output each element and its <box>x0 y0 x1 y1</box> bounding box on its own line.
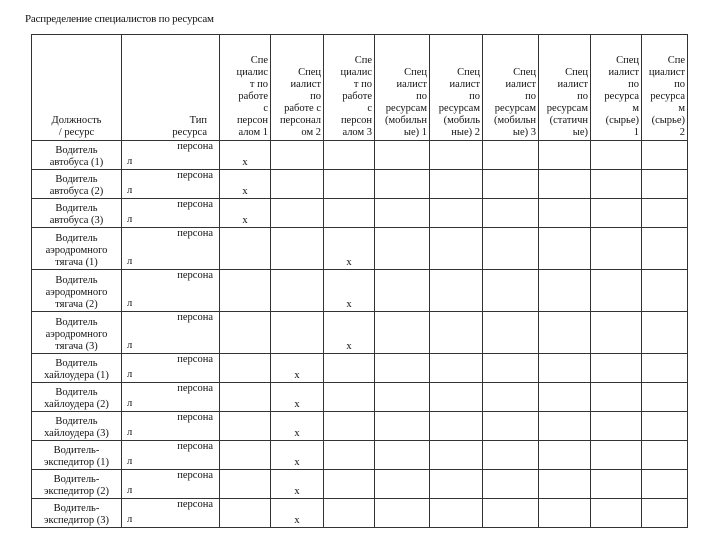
empty-cell <box>220 383 271 412</box>
empty-cell <box>375 354 430 383</box>
assignment-mark: x <box>271 354 324 383</box>
resource-type-word: персона <box>177 170 213 181</box>
empty-cell <box>483 441 539 470</box>
empty-cell <box>324 354 375 383</box>
row-position: Водитель автобуса (3) <box>32 199 122 228</box>
row-resource-type <box>122 499 220 528</box>
table-row <box>32 470 688 499</box>
row-resource-type <box>122 270 220 312</box>
table-row <box>32 270 688 312</box>
row-position: Водитель хайлоудера (3) <box>32 412 122 441</box>
empty-cell <box>483 199 539 228</box>
empty-cell <box>271 141 324 170</box>
empty-cell <box>324 141 375 170</box>
empty-cell <box>591 354 642 383</box>
assignment-mark: x <box>324 270 375 312</box>
assignment-mark: x <box>324 228 375 270</box>
empty-cell <box>591 412 642 441</box>
table-row <box>32 441 688 470</box>
row-position: Водитель автобуса (1) <box>32 141 122 170</box>
empty-cell <box>642 312 688 354</box>
empty-cell <box>324 383 375 412</box>
table-row <box>32 312 688 354</box>
resource-type-word: персона <box>177 499 213 510</box>
empty-cell <box>324 441 375 470</box>
empty-cell <box>539 270 591 312</box>
header-row <box>32 35 688 141</box>
resource-type-suffix: л <box>127 369 133 380</box>
row-resource-type <box>122 170 220 199</box>
empty-cell <box>375 412 430 441</box>
empty-cell <box>220 412 271 441</box>
resource-type-word: персона <box>177 441 213 452</box>
empty-cell <box>375 441 430 470</box>
empty-cell <box>271 270 324 312</box>
resource-type-word: персона <box>177 383 213 394</box>
table-row <box>32 228 688 270</box>
resource-type-suffix: л <box>127 398 133 409</box>
row-position: Водитель аэродромного тягача (1) <box>32 228 122 270</box>
empty-cell <box>539 470 591 499</box>
resource-type-suffix: л <box>127 156 133 167</box>
empty-cell <box>642 228 688 270</box>
resource-type-word: персона <box>177 270 213 281</box>
row-resource-type <box>122 383 220 412</box>
empty-cell <box>539 354 591 383</box>
empty-cell <box>483 228 539 270</box>
empty-cell <box>375 470 430 499</box>
empty-cell <box>430 441 483 470</box>
empty-cell <box>430 499 483 528</box>
empty-cell <box>430 383 483 412</box>
resource-type-word: персона <box>177 228 213 239</box>
assignment-mark: x <box>271 383 324 412</box>
empty-cell <box>324 199 375 228</box>
empty-cell <box>642 412 688 441</box>
row-position: Водитель аэродромного тягача (3) <box>32 312 122 354</box>
empty-cell <box>642 499 688 528</box>
resource-type-word: персона <box>177 141 213 152</box>
assignment-mark: x <box>271 470 324 499</box>
empty-cell <box>483 499 539 528</box>
resource-type-suffix: л <box>127 185 133 196</box>
table-row <box>32 199 688 228</box>
empty-cell <box>483 312 539 354</box>
row-resource-type <box>122 470 220 499</box>
row-position: Водитель хайлоудера (2) <box>32 383 122 412</box>
empty-cell <box>591 228 642 270</box>
empty-cell <box>591 499 642 528</box>
empty-cell <box>539 199 591 228</box>
empty-cell <box>220 270 271 312</box>
table-row <box>32 141 688 170</box>
empty-cell <box>483 412 539 441</box>
empty-cell <box>539 441 591 470</box>
empty-cell <box>483 141 539 170</box>
empty-cell <box>375 499 430 528</box>
empty-cell <box>642 354 688 383</box>
table-row <box>32 170 688 199</box>
row-position: Водитель- экспедитор (2) <box>32 470 122 499</box>
empty-cell <box>539 383 591 412</box>
header-specialist-mobile-3: Спец иалист по ресурсам (мобильн ые) 3 <box>483 35 539 141</box>
row-resource-type <box>122 228 220 270</box>
empty-cell <box>271 170 324 199</box>
empty-cell <box>375 199 430 228</box>
empty-cell <box>375 170 430 199</box>
empty-cell <box>430 354 483 383</box>
empty-cell <box>591 270 642 312</box>
empty-cell <box>220 441 271 470</box>
empty-cell <box>430 141 483 170</box>
resource-type-suffix: л <box>127 456 133 467</box>
empty-cell <box>539 412 591 441</box>
empty-cell <box>375 228 430 270</box>
row-resource-type <box>122 412 220 441</box>
empty-cell <box>271 228 324 270</box>
empty-cell <box>591 170 642 199</box>
row-resource-type <box>122 199 220 228</box>
row-resource-type <box>122 312 220 354</box>
row-resource-type <box>122 354 220 383</box>
row-resource-type <box>122 441 220 470</box>
empty-cell <box>220 354 271 383</box>
empty-cell <box>375 383 430 412</box>
header-specialist-hr-3: Спе циалис т по работе с персон алом 3 <box>324 35 375 141</box>
empty-cell <box>375 141 430 170</box>
assignment-mark: x <box>324 312 375 354</box>
empty-cell <box>324 499 375 528</box>
row-position: Водитель автобуса (2) <box>32 170 122 199</box>
header-resource-type: Тип ресурса <box>122 35 220 141</box>
table-row <box>32 499 688 528</box>
empty-cell <box>642 441 688 470</box>
empty-cell <box>642 199 688 228</box>
empty-cell <box>539 499 591 528</box>
empty-cell <box>591 312 642 354</box>
row-position: Водитель хайлоудера (1) <box>32 354 122 383</box>
empty-cell <box>220 470 271 499</box>
resource-type-suffix: л <box>127 427 133 438</box>
empty-cell <box>483 470 539 499</box>
empty-cell <box>483 170 539 199</box>
empty-cell <box>642 470 688 499</box>
empty-cell <box>591 441 642 470</box>
empty-cell <box>220 312 271 354</box>
empty-cell <box>430 412 483 441</box>
assignment-mark: x <box>220 170 271 199</box>
empty-cell <box>220 499 271 528</box>
table-row <box>32 412 688 441</box>
resource-type-suffix: л <box>127 514 133 525</box>
resource-type-word: персона <box>177 470 213 481</box>
empty-cell <box>220 228 271 270</box>
resource-type-suffix: л <box>127 256 133 267</box>
resource-type-word: персона <box>177 312 213 323</box>
resource-type-suffix: л <box>127 298 133 309</box>
header-specialist-mobile-2: Спец иалист по ресурсам (мобиль ные) 2 <box>430 35 483 141</box>
table-row <box>32 383 688 412</box>
empty-cell <box>539 170 591 199</box>
header-specialist-raw-2: Спе циалист по ресурса м (сырье) 2 <box>642 35 688 141</box>
allocation-table <box>31 34 688 528</box>
row-position: Водитель- экспедитор (3) <box>32 499 122 528</box>
empty-cell <box>324 470 375 499</box>
empty-cell <box>539 141 591 170</box>
assignment-mark: x <box>220 199 271 228</box>
table-row <box>32 354 688 383</box>
resource-type-suffix: л <box>127 485 133 496</box>
empty-cell <box>642 383 688 412</box>
empty-cell <box>591 141 642 170</box>
empty-cell <box>483 270 539 312</box>
header-specialist-mobile-1: Спец иалист по ресурсам (мобильн ые) 1 <box>375 35 430 141</box>
resource-type-word: персона <box>177 199 213 210</box>
header-specialist-hr-2: Спец иалист по работе с персонал ом 2 <box>271 35 324 141</box>
row-resource-type <box>122 141 220 170</box>
resource-type-suffix: л <box>127 214 133 225</box>
empty-cell <box>375 270 430 312</box>
table-body <box>32 141 688 528</box>
assignment-mark: x <box>220 141 271 170</box>
empty-cell <box>430 199 483 228</box>
header-specialist-hr-1: Спе циалис т по работе с персон алом 1 <box>220 35 271 141</box>
header-position: Должность / ресурс <box>32 35 122 141</box>
empty-cell <box>430 228 483 270</box>
empty-cell <box>271 312 324 354</box>
empty-cell <box>430 470 483 499</box>
row-position: Водитель аэродромного тягача (2) <box>32 270 122 312</box>
empty-cell <box>642 270 688 312</box>
empty-cell <box>271 199 324 228</box>
header-specialist-raw-1: Спец иалист по ресурса м (сырье) 1 <box>591 35 642 141</box>
resource-type-word: персона <box>177 412 213 423</box>
empty-cell <box>591 470 642 499</box>
row-position: Водитель- экспедитор (1) <box>32 441 122 470</box>
header-specialist-static: Спец иалист по ресурсам (статичн ые) <box>539 35 591 141</box>
empty-cell <box>483 383 539 412</box>
empty-cell <box>483 354 539 383</box>
empty-cell <box>375 312 430 354</box>
empty-cell <box>642 170 688 199</box>
resource-type-suffix: л <box>127 340 133 351</box>
assignment-mark: x <box>271 441 324 470</box>
empty-cell <box>430 170 483 199</box>
empty-cell <box>539 312 591 354</box>
empty-cell <box>430 312 483 354</box>
page-title: Распределение специалистов по ресурсам <box>25 13 214 25</box>
assignment-mark: x <box>271 412 324 441</box>
empty-cell <box>430 270 483 312</box>
empty-cell <box>324 170 375 199</box>
assignment-mark: x <box>271 499 324 528</box>
resource-type-word: персона <box>177 354 213 365</box>
empty-cell <box>324 412 375 441</box>
empty-cell <box>591 383 642 412</box>
empty-cell <box>591 199 642 228</box>
empty-cell <box>642 141 688 170</box>
empty-cell <box>539 228 591 270</box>
